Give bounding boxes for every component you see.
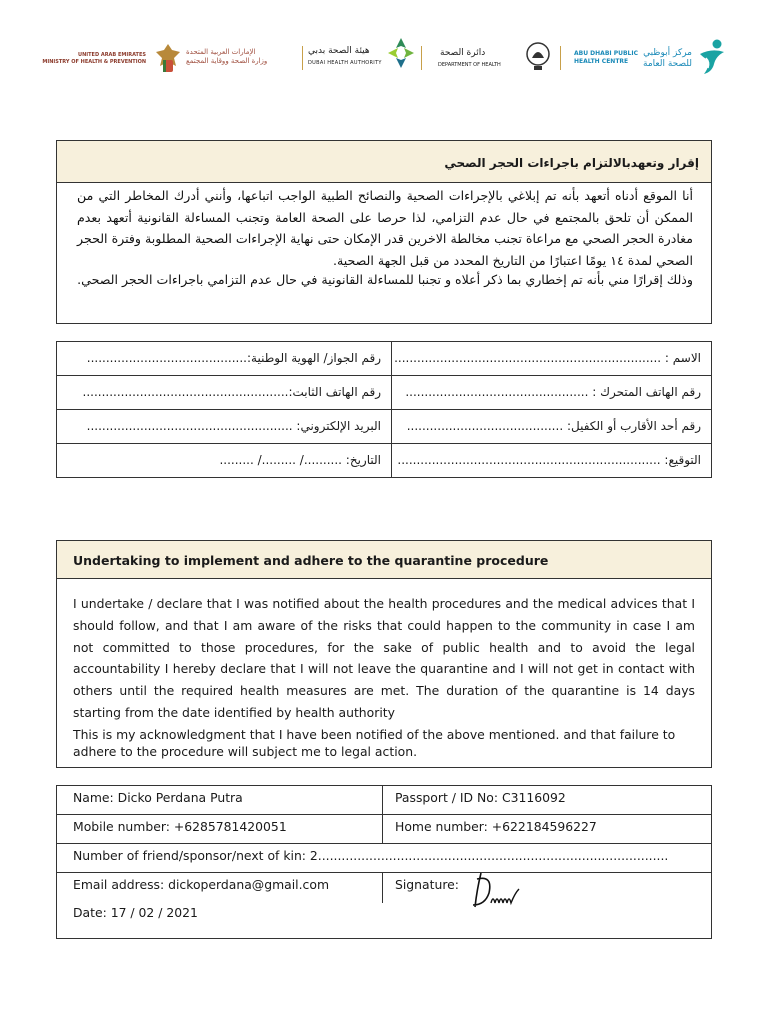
email-field[interactable]: Email address: dickoperdana@gmail.com	[57, 873, 383, 903]
arabic-mobile-field[interactable]: رقم الهاتف المتحرك : ................................................	[391, 376, 711, 409]
date-field[interactable]: Date: 17 / 02 / 2021	[73, 905, 198, 920]
arabic-date-field[interactable]: التاريخ: ........../ ........./ .........	[219, 453, 381, 467]
dha-logo-english: DUBAI HEALTH AUTHORITY	[308, 60, 382, 66]
dha-mark-icon	[386, 36, 416, 70]
table-row	[57, 410, 711, 444]
table-row	[57, 873, 711, 935]
moh-logo	[36, 36, 336, 82]
english-declaration-body	[57, 579, 711, 760]
passport-field[interactable]: Passport / ID No: C3116092	[395, 790, 566, 805]
adphc-figure-icon	[696, 38, 728, 76]
dha-logo	[300, 36, 420, 82]
adphc-logo-arabic: مركز أبوظبي للصحة العامة	[643, 48, 692, 69]
arabic-declaration-title: إقرار وتعهدبالالتزام باجراءات الحجر الصحي	[57, 141, 711, 183]
arabic-home-phone-field[interactable]: رقم الهاتف الثابت:......................................................	[82, 385, 381, 399]
table-row	[57, 815, 711, 844]
english-fields-table	[56, 785, 712, 939]
english-acknowledgment: This is my acknowledgment that I have been notified of the above mentioned. and that failure to adhere to the procedure will subject me to legal action.	[73, 726, 676, 759]
abu-dhabi-emblem-icon	[524, 40, 552, 72]
english-declaration-paragraph: I undertake / declare that I was notified about the health procedures and the medical advices that I should follow, and that I am aware of the risks that could happen to the community in case I am not committed to those procedures, for the sake of public health and to avoid the legal accountability I hereby declare that I will not leave the quarantine and I will not get in contact with others until the required health measures are met. The duration of the quarantine is 14 days starting from the date identified by health authority	[73, 596, 695, 720]
dha-logo-arabic: هيئة الصحة بدبي	[308, 46, 370, 56]
arabic-passport-field[interactable]: رقم الجواز/ الهوية الوطنية:..........................................	[86, 351, 381, 365]
english-declaration-title: Undertaking to implement and adhere to the quarantine procedure	[57, 541, 711, 579]
uae-emblem-icon	[154, 42, 182, 76]
table-row	[57, 342, 711, 376]
adphc-logo	[570, 36, 740, 82]
doh-logo	[430, 36, 550, 82]
english-declaration-box	[56, 540, 712, 768]
arabic-email-field[interactable]: البريد الإلكتروني: ......................................................	[86, 419, 381, 433]
arabic-declaration-paragraph: أنا الموقع أدناه أتعهد بأنه تم إبلاغي بالإجراءات الصحية والنصائح الطبية الواجب اتباعها، وأنني أدرك المخاطر التي من الممكن أن تلحق بالمجتمع في حال عدم التزامي، لذا حرصا على الصحة العامة وتجنب المساءلة القانونية أتعهد بعدم مغادرة الحجر الصحي مع مراعاة تجنب مخالطة الاخرين قدر الإمكان حتى نهاية الإجراءات الصحية المطلوبة وفترة الحجر الصحي لمدة ١٤ يومًا اعتبارًا من التاريخ المحدد من قبل الجهة الصحية.	[77, 188, 693, 268]
arabic-declaration-body	[57, 183, 711, 288]
table-row	[57, 376, 711, 410]
doh-logo-arabic: دائرة الصحة	[440, 48, 486, 58]
table-row	[57, 444, 711, 478]
moh-logo-arabic: الإمارات العربية المتحدة وزارة الصحة ووقاية المجتمع	[186, 48, 268, 65]
home-number-field[interactable]: Home number: +622184596227	[395, 819, 597, 834]
moh-logo-english: UNITED ARAB EMIRATES MINISTRY OF HEALTH & PREVENTION	[42, 52, 146, 65]
logo-divider	[560, 46, 561, 70]
handwritten-signature	[467, 867, 533, 915]
signature-field[interactable]	[383, 873, 711, 903]
arabic-signature-field[interactable]: التوقيع: .....................................................................	[391, 444, 711, 478]
table-row	[57, 844, 711, 873]
name-field[interactable]: Name: Dicko Perdana Putra	[57, 786, 383, 814]
adphc-logo-english: ABU DHABI PUBLIC HEALTH CENTRE	[574, 50, 639, 65]
mobile-number-field[interactable]: Mobile number: +6285781420051	[57, 815, 383, 843]
logo-divider	[421, 46, 422, 70]
arabic-declaration-box	[56, 140, 712, 324]
arabic-fields-table	[56, 341, 712, 478]
arabic-acknowledgment: وذلك إقرارًا مني بأنه تم إخطاري بما ذكر أعلاه و تجنبا للمساءلة القانونية في حال عدم التزامي باجراءات الحجر الصحي.	[77, 272, 693, 287]
signature-label: Signature:	[395, 877, 459, 892]
sponsor-number-field[interactable]: Number of friend/sponsor/next of kin: 2.........................................................................................	[73, 848, 669, 863]
arabic-name-field[interactable]: الاسم : ......................................................................	[391, 342, 711, 375]
table-row	[57, 786, 711, 815]
arabic-sponsor-field[interactable]: رقم أحد الأقارب أو الكفيل: .........................................	[391, 410, 711, 443]
doh-logo-english: DEPARTMENT OF HEALTH	[438, 62, 501, 68]
